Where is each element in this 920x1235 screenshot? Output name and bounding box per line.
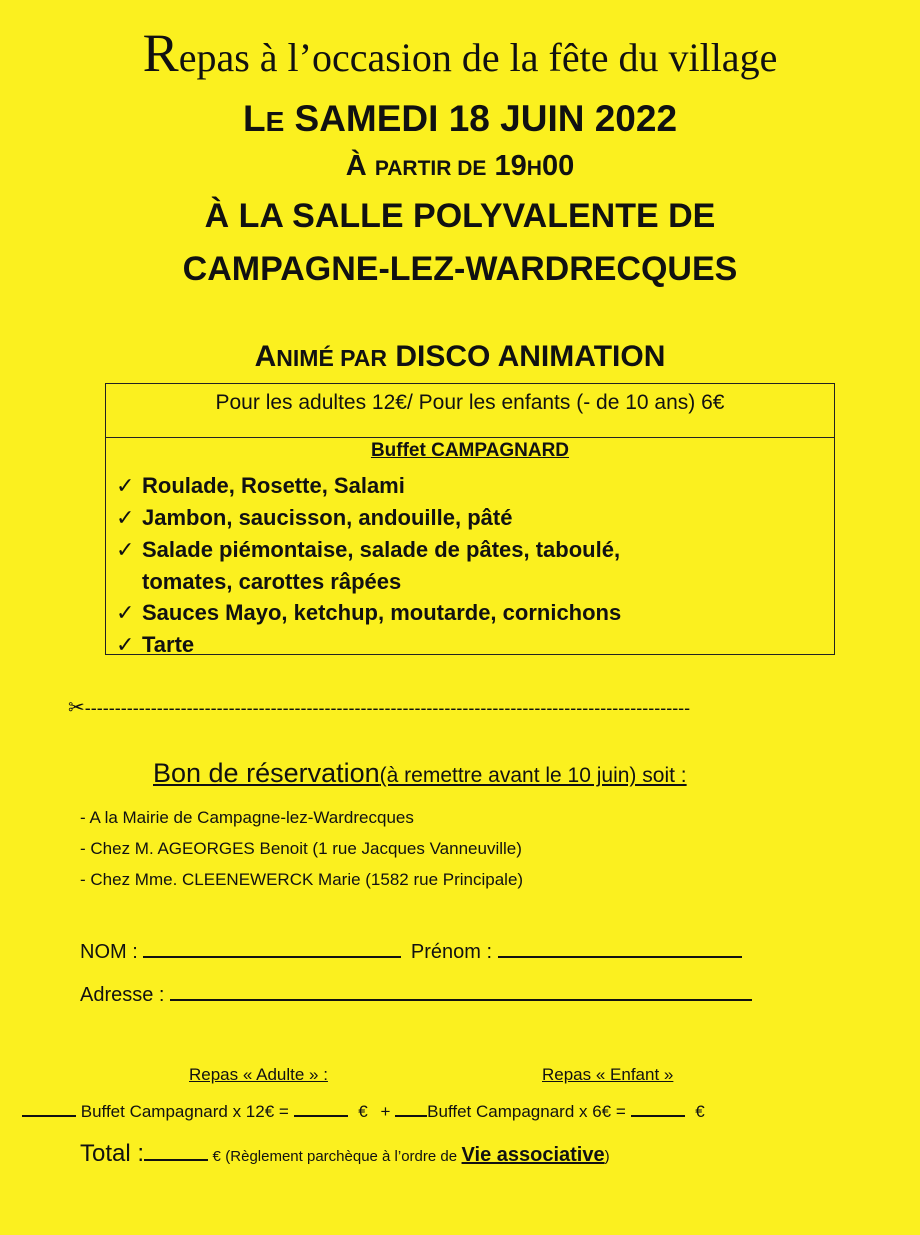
menu-item-continuation: tomates, carottes râpées <box>142 569 402 594</box>
cut-line: ✂----------------------------------------------------------------------------------------------------- <box>68 695 691 719</box>
menu-item: ✓ Salade piémontaise, salade de pâtes, taboulé, <box>116 534 826 566</box>
venue-line-1: À LA SALLE POLYVALENTE DE <box>204 197 716 235</box>
repas-adulte-heading: Repas « Adulte » : <box>189 1065 328 1084</box>
menu-box <box>105 383 835 658</box>
total-field[interactable] <box>144 1141 208 1161</box>
nom-row: NOM : Prénom : <box>80 938 742 964</box>
buffet-title: Buffet CAMPAGNARD <box>370 440 570 461</box>
child-amount-field[interactable] <box>631 1101 685 1117</box>
event-time: À PARTIR DE 19H00 <box>345 150 575 182</box>
reservation-place: - A la Mairie de Campagne-lez-Wardrecques <box>80 808 414 827</box>
adult-qty-field[interactable] <box>22 1101 76 1117</box>
child-qty-field[interactable] <box>395 1101 427 1117</box>
menu-item: ✓ Jambon, saucisson, andouille, pâté <box>116 502 826 534</box>
reservation-place: - Chez M. AGEORGES Benoit (1 rue Jacques Vanneuville) <box>80 839 522 858</box>
total-row: Total : € (Règlement parchèque à l’ordre de Vie associative) <box>80 1140 610 1167</box>
payee-name: Vie associative <box>461 1144 605 1166</box>
menu-item: ✓ Tarte <box>116 629 826 661</box>
prenom-field[interactable] <box>498 938 742 958</box>
animation-line: ANIMÉ PAR DISCO ANIMATION <box>254 340 666 373</box>
event-date: LE SAMEDI 18 JUIN 2022 <box>242 98 678 139</box>
nom-field[interactable] <box>143 938 401 958</box>
order-row: Buffet Campagnard x 12€ = € + Buffet Campagnard x 6€ = € <box>22 1101 705 1122</box>
menu-items <box>116 470 826 661</box>
adresse-row: Adresse : <box>80 981 752 1007</box>
price-info: Pour les adultes 12€/ Pour les enfants (- de 10 ans) 6€ <box>106 384 834 438</box>
adresse-field[interactable] <box>170 981 752 1001</box>
menu-item: ✓ Roulade, Rosette, Salami <box>116 470 826 502</box>
repas-enfant-heading: Repas « Enfant » <box>542 1065 674 1084</box>
venue-line-2: CAMPAGNE-LEZ-WARDRECQUES <box>182 250 738 288</box>
menu-item: ✓ Sauces Mayo, ketchup, moutarde, cornichons <box>116 597 826 629</box>
adult-amount-field[interactable] <box>294 1101 348 1117</box>
event-title: Repas à l’occasion de la fête du village <box>142 23 778 83</box>
scissors-icon: ✂ <box>68 695 85 719</box>
reservation-heading: Bon de réservation(à remettre avant le 10 juin) soit : <box>153 758 687 788</box>
check-icon: ✓ <box>116 601 135 626</box>
check-icon: ✓ <box>116 538 135 563</box>
check-icon: ✓ <box>116 506 135 531</box>
check-icon: ✓ <box>116 633 135 658</box>
check-icon: ✓ <box>116 474 135 499</box>
reservation-place: - Chez Mme. CLEENEWERCK Marie (1582 rue Principale) <box>80 870 524 889</box>
